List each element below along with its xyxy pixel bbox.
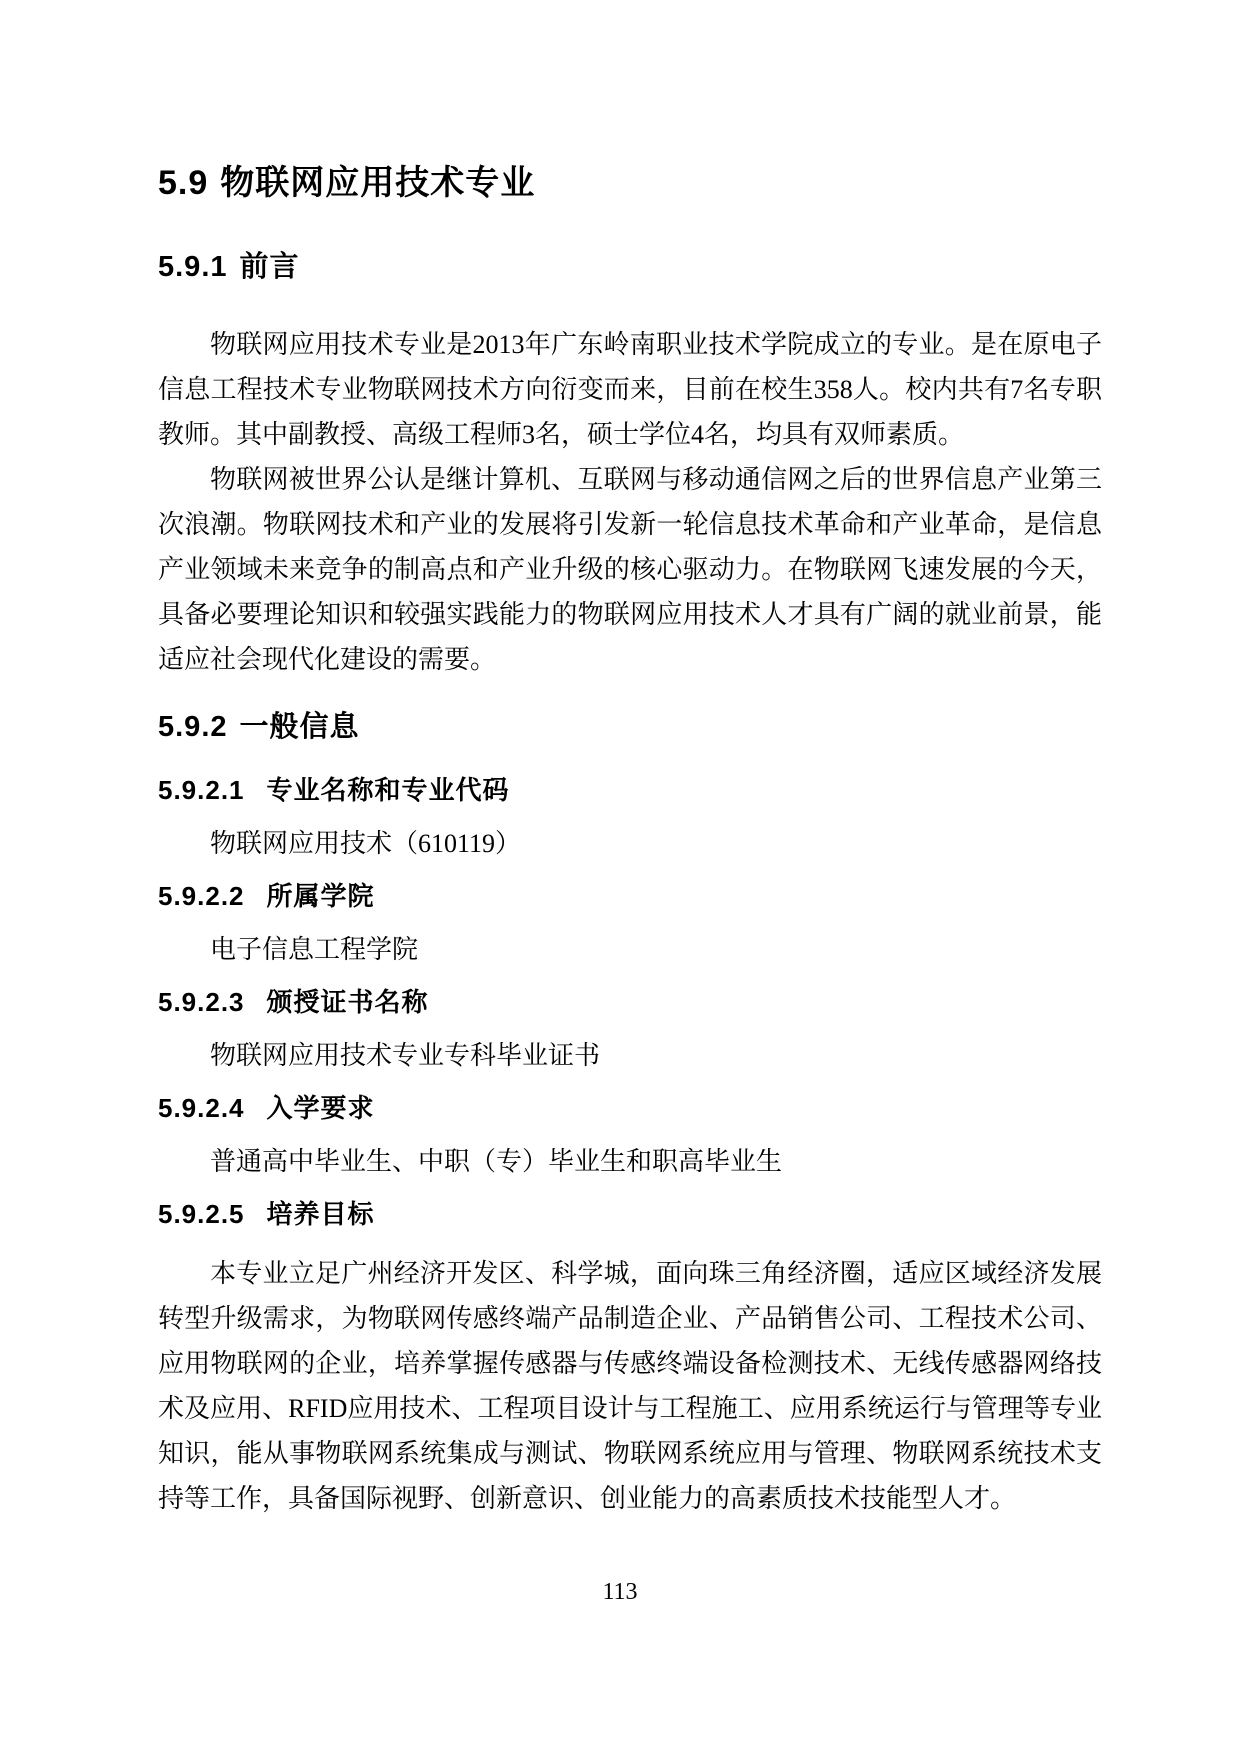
page-number: 113 — [602, 1579, 638, 1605]
section-number: 5.9.2 — [158, 711, 228, 743]
foreword-paragraph-1: 物联网应用技术专业是2013年广东岭南职业技术学院成立的专业。是在原电子信息工程技术专业物联网技术方向衍变而来，目前在校生358人。校内共有7名专职教师。其中副教授、高级工程师3名，硕士学位4名，均具有双师素质。 — [158, 330, 1102, 449]
section-number: 5.9.1 — [158, 251, 228, 283]
subsection-heading — [158, 774, 1102, 807]
chapter-heading — [158, 160, 1102, 206]
subsection-number: 5.9.2.4 — [158, 1093, 245, 1123]
subsection-title: 专业名称和专业代码 — [266, 775, 510, 805]
subsection-body: 电子信息工程学院 — [210, 935, 419, 964]
subsection-title: 培养目标 — [266, 1199, 375, 1229]
subsection-heading — [158, 1198, 1102, 1231]
subsection-heading — [158, 986, 1102, 1019]
page-content — [158, 0, 1102, 1521]
subsection-number: 5.9.2.5 — [158, 1199, 245, 1229]
subsection-title: 颁授证书名称 — [266, 987, 429, 1017]
chapter-number: 5.9 — [158, 164, 209, 202]
subsection-number: 5.9.2.1 — [158, 775, 245, 805]
subsection-certificate-name — [158, 986, 1102, 1072]
subsection-heading — [158, 880, 1102, 913]
subsection-number: 5.9.2.3 — [158, 987, 245, 1017]
subsection-college — [158, 880, 1102, 966]
section-title: 一般信息 — [239, 711, 360, 743]
subsection-body: 物联网应用技术专业专科毕业证书 — [210, 1041, 601, 1070]
subsection-admission-requirements — [158, 1092, 1102, 1178]
subsection-body: 物联网应用技术（610119） — [210, 829, 522, 858]
subsection-body: 本专业立足广州经济开发区、科学城，面向珠三角经济圈，适应区域经济发展转型升级需求，为物联网传感终端产品制造企业、产品销售公司、工程技术公司、应用物联网的企业，培养掌握传感器与传感终端设备检测技术、无线传感器网络技术及应用、RFID应用技术、工程项目设计与工程施工、应用系统运行与管理等专业知识，能从事物联网系统集成与测试、物联网系统应用与管理、物联网系统技术支持等工作，具备国际视野、创新意识、创业能力的高素质技术技能型人才。 — [158, 1259, 1102, 1513]
subsection-title: 入学要求 — [266, 1093, 375, 1123]
subsection-body: 普通高中毕业生、中职（专）毕业生和职高毕业生 — [210, 1147, 783, 1176]
subsection-training-objectives — [158, 1198, 1102, 1521]
section-title: 前言 — [239, 251, 300, 283]
subsection-heading — [158, 1092, 1102, 1125]
subsection-number: 5.9.2.2 — [158, 881, 245, 911]
section-heading-general-info — [158, 708, 1102, 746]
foreword-paragraph-2: 物联网被世界公认是继计算机、互联网与移动通信网之后的世界信息产业第三次浪潮。物联网技术和产业的发展将引发新一轮信息技术革命和产业革命，是信息产业领域未来竞争的制高点和产业升级的核心驱动力。在物联网飞速发展的今天，具备必要理论知识和较强实践能力的物联网应用技术人才具有广阔的就业前景，能适应社会现代化建设的需要。 — [158, 465, 1102, 674]
subsection-major-name-code — [158, 774, 1102, 860]
section-heading-foreword — [158, 248, 1102, 286]
chapter-title: 物联网应用技术专业 — [220, 164, 536, 202]
subsection-title: 所属学院 — [266, 881, 375, 911]
